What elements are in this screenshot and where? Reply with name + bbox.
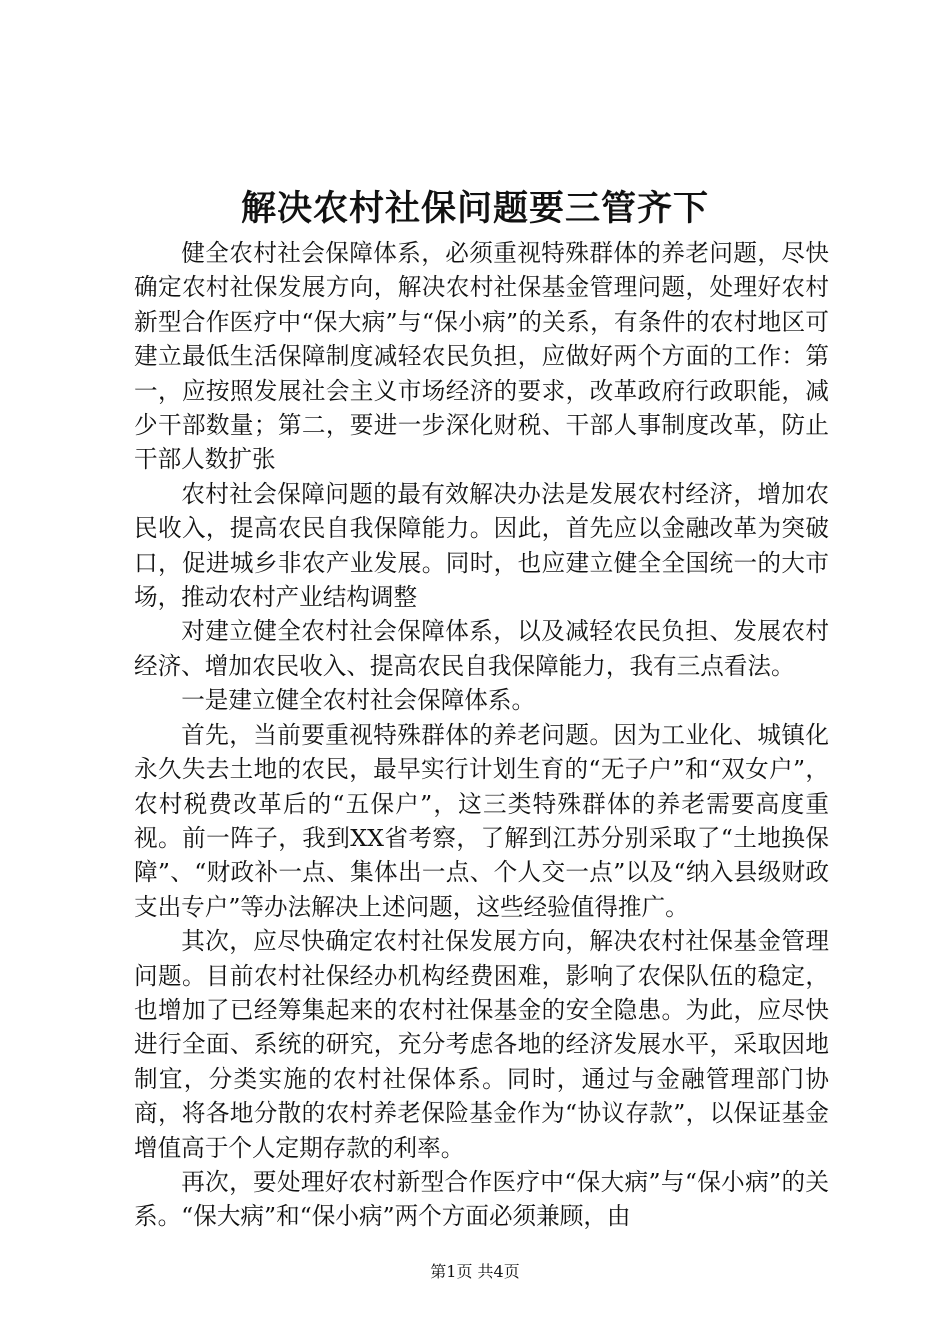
paragraph: 一是建立健全农村社会保障体系。 xyxy=(181,686,536,715)
paragraph: 再次，要处理好农村新型合作医疗中“保大病”与“保小病”的关系。“保大病”和“保小病”两个方面必须兼顾，由 xyxy=(134,1167,829,1231)
document-title: 解决农村社保问题要三管齐下 xyxy=(240,188,709,229)
page-number-footer: 第1页 共4页 xyxy=(430,1262,520,1281)
paragraph: 农村社会保障问题的最有效解决办法是发展农村经济，增加农民收入，提高农民自我保障能力。因此，首先应以金融改革为突破口，促进城乡非农产业发展。同时，也应建立健全全国统一的大市场，推动农村产业结构调整 xyxy=(134,479,829,612)
paragraph: 健全农村社会保障体系，必须重视特殊群体的养老问题，尽快确定农村社保发展方向，解决农村社保基金管理问题，处理好农村新型合作医疗中“保大病”与“保小病”的关系，有条件的农村地区可建立最低生活保障制度减轻农民负担，应做好两个方面的工作：第一，应按照发展社会主义市场经济的要求，改革政府行政职能，减少干部数量；第二，要进一步深化财税、干部人事制度改革，防止干部人数扩张 xyxy=(134,239,829,474)
paragraph: 首先，当前要重视特殊群体的养老问题。因为工业化、城镇化永久失去土地的农民，最早实行计划生育的“无子户”和“双女户”，农村税费改革后的“五保户”，这三类特殊群体的养老需要高度重视。前一阵子，我到XX省考察，了解到江苏分别采取了“土地换保障”、“财政补一点、集体出一点、个人交一点”以及“纳入县级财政支出专户”等办法解决上述问题，这些经验值得推广。 xyxy=(134,720,829,921)
paragraph: 其次，应尽快确定农村社保发展方向，解决农村社保基金管理问题。目前农村社保经办机构经费困难，影响了农保队伍的稳定，也增加了已经筹集起来的农村社保基金的安全隐患。为此，应尽快进行全面、系统的研究，充分考虑各地的经济发展水平，采取因地制宜，分类实施的农村社保体系。同时，通过与金融管理部门协商，将各地分散的农村养老保险基金作为“协议存款”，以保证基金增值高于个人定期存款的利率。 xyxy=(134,927,829,1162)
paragraph: 对建立健全农村社会保障体系，以及减轻农民负担、发展农村经济、增加农民收入、提高农民自我保障能力，我有三点看法。 xyxy=(134,617,829,680)
document-body xyxy=(134,236,829,1234)
